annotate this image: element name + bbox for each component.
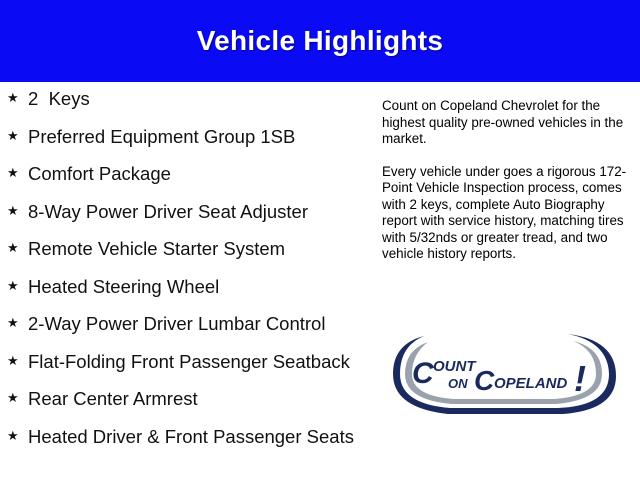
feature-label: Heated Steering Wheel [28, 275, 220, 297]
feature-label: Comfort Package [28, 163, 171, 184]
dealer-description [382, 98, 630, 279]
feature-item [0, 126, 370, 148]
star-icon: ★ [7, 315, 19, 330]
count-on-copeland-logo [388, 328, 620, 420]
feature-item [0, 88, 370, 110]
star-icon: ★ [7, 202, 19, 218]
svg-text:!: ! [574, 358, 586, 399]
star-icon: ★ [7, 165, 19, 180]
feature-label: Preferred Equipment Group 1SB [28, 125, 296, 147]
svg-text:OUNT: OUNT [433, 358, 476, 375]
feature-label: Heated Driver & Front Passenger Seats [28, 425, 354, 447]
star-icon: ★ [7, 277, 19, 293]
feature-item [0, 388, 370, 410]
star-icon: ★ [7, 427, 19, 443]
feature-item [0, 238, 370, 260]
feature-item [0, 201, 370, 223]
feature-label: Remote Vehicle Starter System [28, 238, 286, 259]
svg-text:OPELAND: OPELAND [494, 375, 568, 392]
star-icon: ★ [7, 90, 19, 105]
feature-item [0, 313, 370, 335]
svg-text:C: C [474, 365, 495, 396]
feature-label: 8-Way Power Driver Seat Adjuster [28, 200, 308, 222]
feature-item [0, 351, 370, 373]
description-paragraph: Every vehicle under goes a rigorous 172-Point Vehicle Inspection process, comes with 2 keys, complete Auto Biography report with service history, matching tires with 5/32nds or greater tread, and two vehicle history reports. [382, 163, 627, 261]
feature-item [0, 276, 370, 298]
header-banner [0, 0, 640, 82]
feature-label: 2 Keys [28, 88, 90, 109]
feature-label: Rear Center Armrest [28, 388, 198, 409]
star-icon: ★ [7, 127, 19, 143]
page-title: Vehicle Highlights [196, 25, 444, 56]
description-paragraph: Count on Copeland Chevrolet for the highest quality pre-owned vehicles in the market. [382, 98, 624, 146]
svg-text:C: C [412, 357, 434, 390]
star-icon: ★ [7, 390, 19, 405]
feature-list [0, 88, 370, 463]
feature-item [0, 163, 370, 185]
feature-label: Flat-Folding Front Passenger Seatback [28, 350, 350, 372]
star-icon: ★ [7, 240, 19, 255]
feature-label: 2-Way Power Driver Lumbar Control [28, 313, 326, 334]
star-icon: ★ [7, 352, 19, 368]
svg-text:ON: ON [448, 376, 468, 391]
feature-item [0, 426, 370, 448]
